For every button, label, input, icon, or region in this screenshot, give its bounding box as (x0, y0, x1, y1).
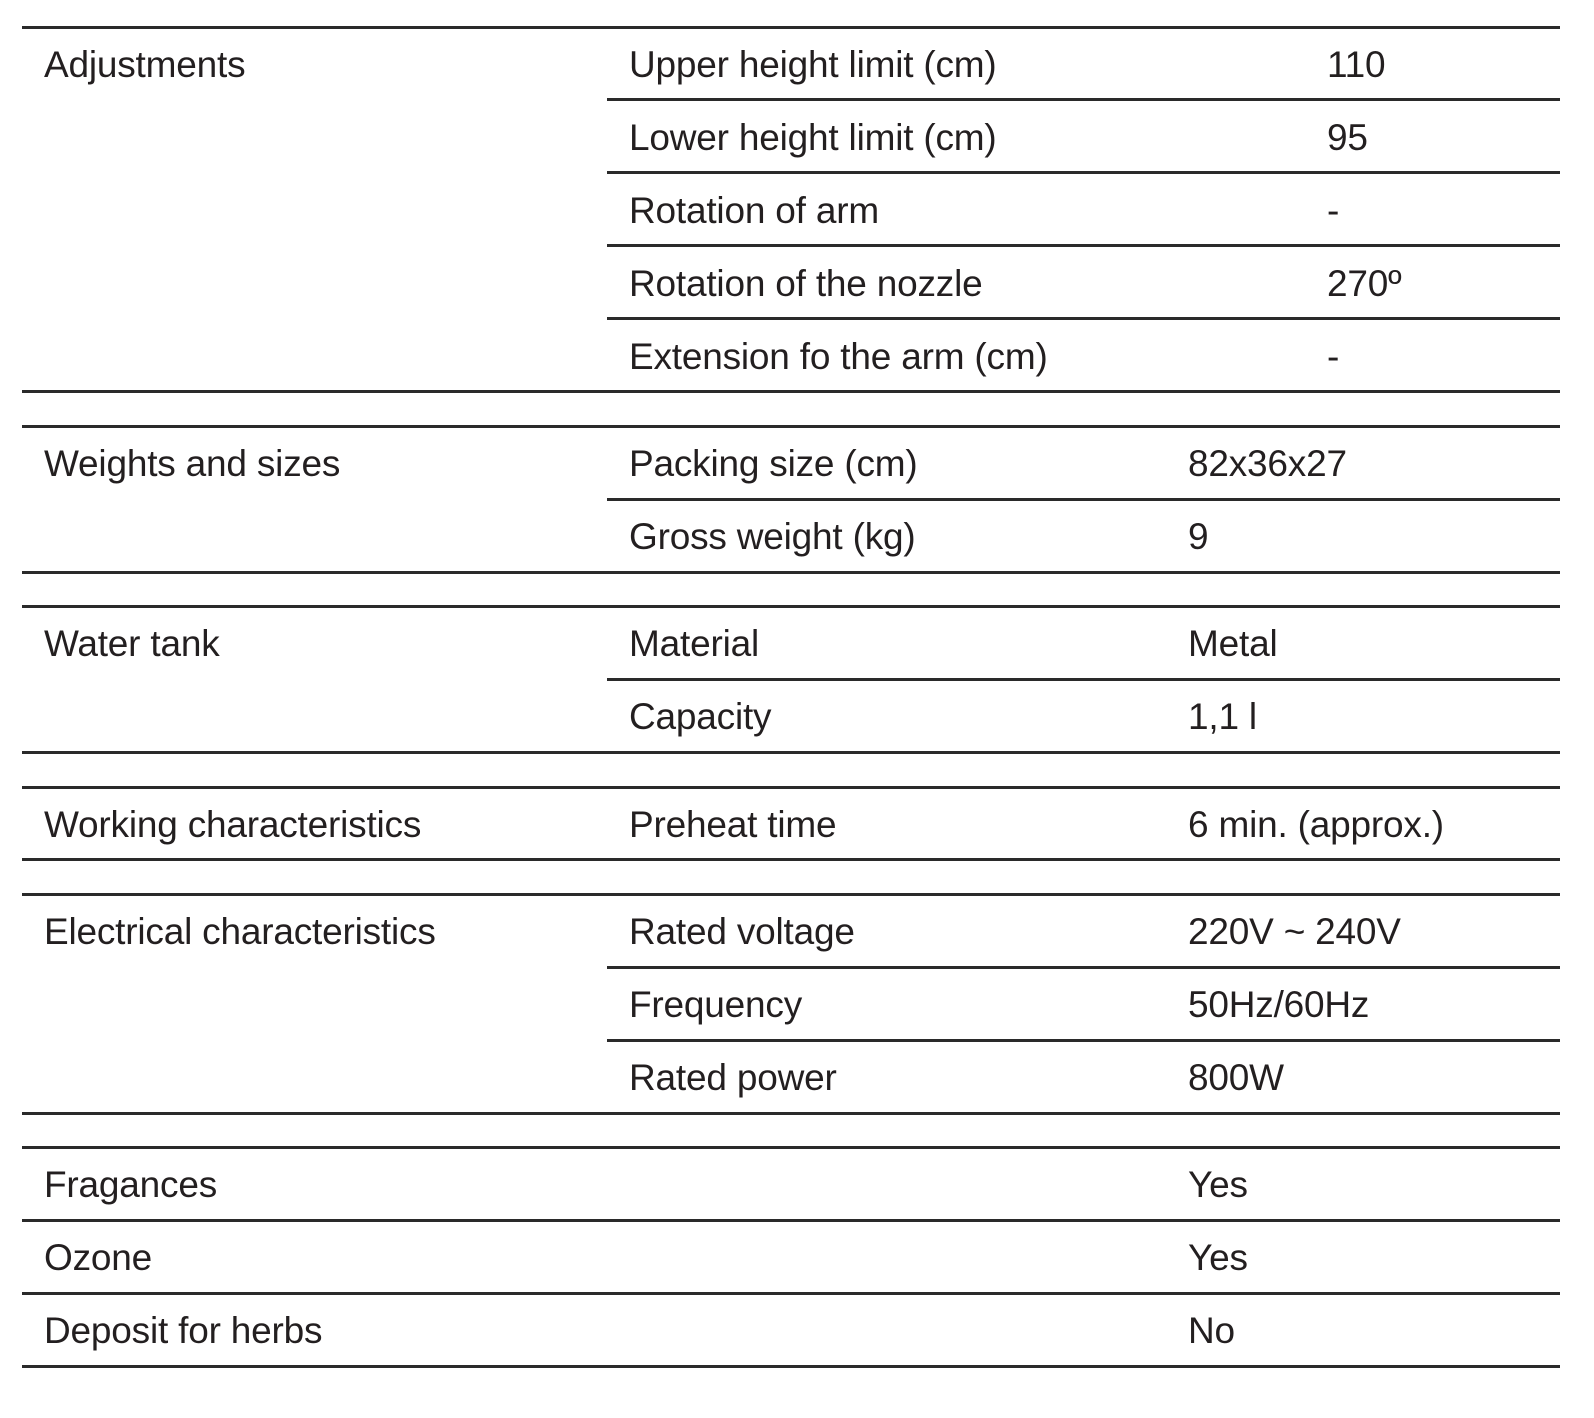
property-label: Preheat time (629, 804, 837, 845)
property-label: Rated power (629, 1057, 837, 1098)
property-label: Gross weight (kg) (629, 516, 916, 557)
category-label-working-characteristics: Working characteristics (44, 804, 422, 845)
category-label-weights-and-sizes: Weights and sizes (44, 443, 341, 484)
table-rule (22, 571, 1560, 574)
property-label: Frequency (629, 984, 803, 1025)
property-label: Rotation of the nozzle (629, 263, 983, 304)
property-label: Rotation of arm (629, 190, 879, 231)
property-value: 95 (1327, 117, 1368, 158)
feature-value: No (1188, 1310, 1235, 1351)
property-value: 800W (1188, 1057, 1284, 1098)
property-label: Capacity (629, 696, 772, 737)
category-label-water-tank: Water tank (44, 623, 220, 664)
property-label: Rated voltage (629, 911, 855, 952)
property-value: 82x36x27 (1188, 443, 1347, 484)
property-label: Packing size (cm) (629, 443, 918, 484)
feature-value: Yes (1188, 1237, 1248, 1278)
property-label: Upper height limit (cm) (629, 44, 997, 85)
table-rule (22, 1146, 1560, 1149)
table-rule (22, 605, 1560, 608)
property-label: Extension fo the arm (cm) (629, 336, 1048, 377)
table-rule (22, 1365, 1560, 1368)
property-value: - (1327, 190, 1340, 231)
table-rule (22, 390, 1560, 393)
property-value: 220V ~ 240V (1188, 911, 1401, 952)
table-rule (22, 1112, 1560, 1115)
table-rule (22, 858, 1560, 861)
category-label-electrical-characteristics: Electrical characteristics (44, 911, 436, 952)
property-label: Lower height limit (cm) (629, 117, 997, 158)
property-value: 270º (1327, 263, 1402, 304)
property-value: 6 min. (approx.) (1188, 804, 1444, 845)
feature-label-fragances: Fragances (44, 1164, 218, 1205)
category-label-adjustments: Adjustments (44, 44, 246, 85)
property-value: 50Hz/60Hz (1188, 984, 1370, 1025)
property-value: 110 (1327, 44, 1386, 85)
property-value: - (1327, 336, 1340, 377)
property-label: Material (629, 623, 759, 664)
property-value: Metal (1188, 623, 1278, 664)
property-value: 1,1 l (1188, 696, 1257, 737)
table-rule (22, 751, 1560, 754)
feature-value: Yes (1188, 1164, 1248, 1205)
feature-label-ozone: Ozone (44, 1237, 153, 1278)
feature-label-deposit-for-herbs: Deposit for herbs (44, 1310, 323, 1351)
property-value: 9 (1188, 516, 1209, 557)
table-rule (22, 1219, 1560, 1222)
